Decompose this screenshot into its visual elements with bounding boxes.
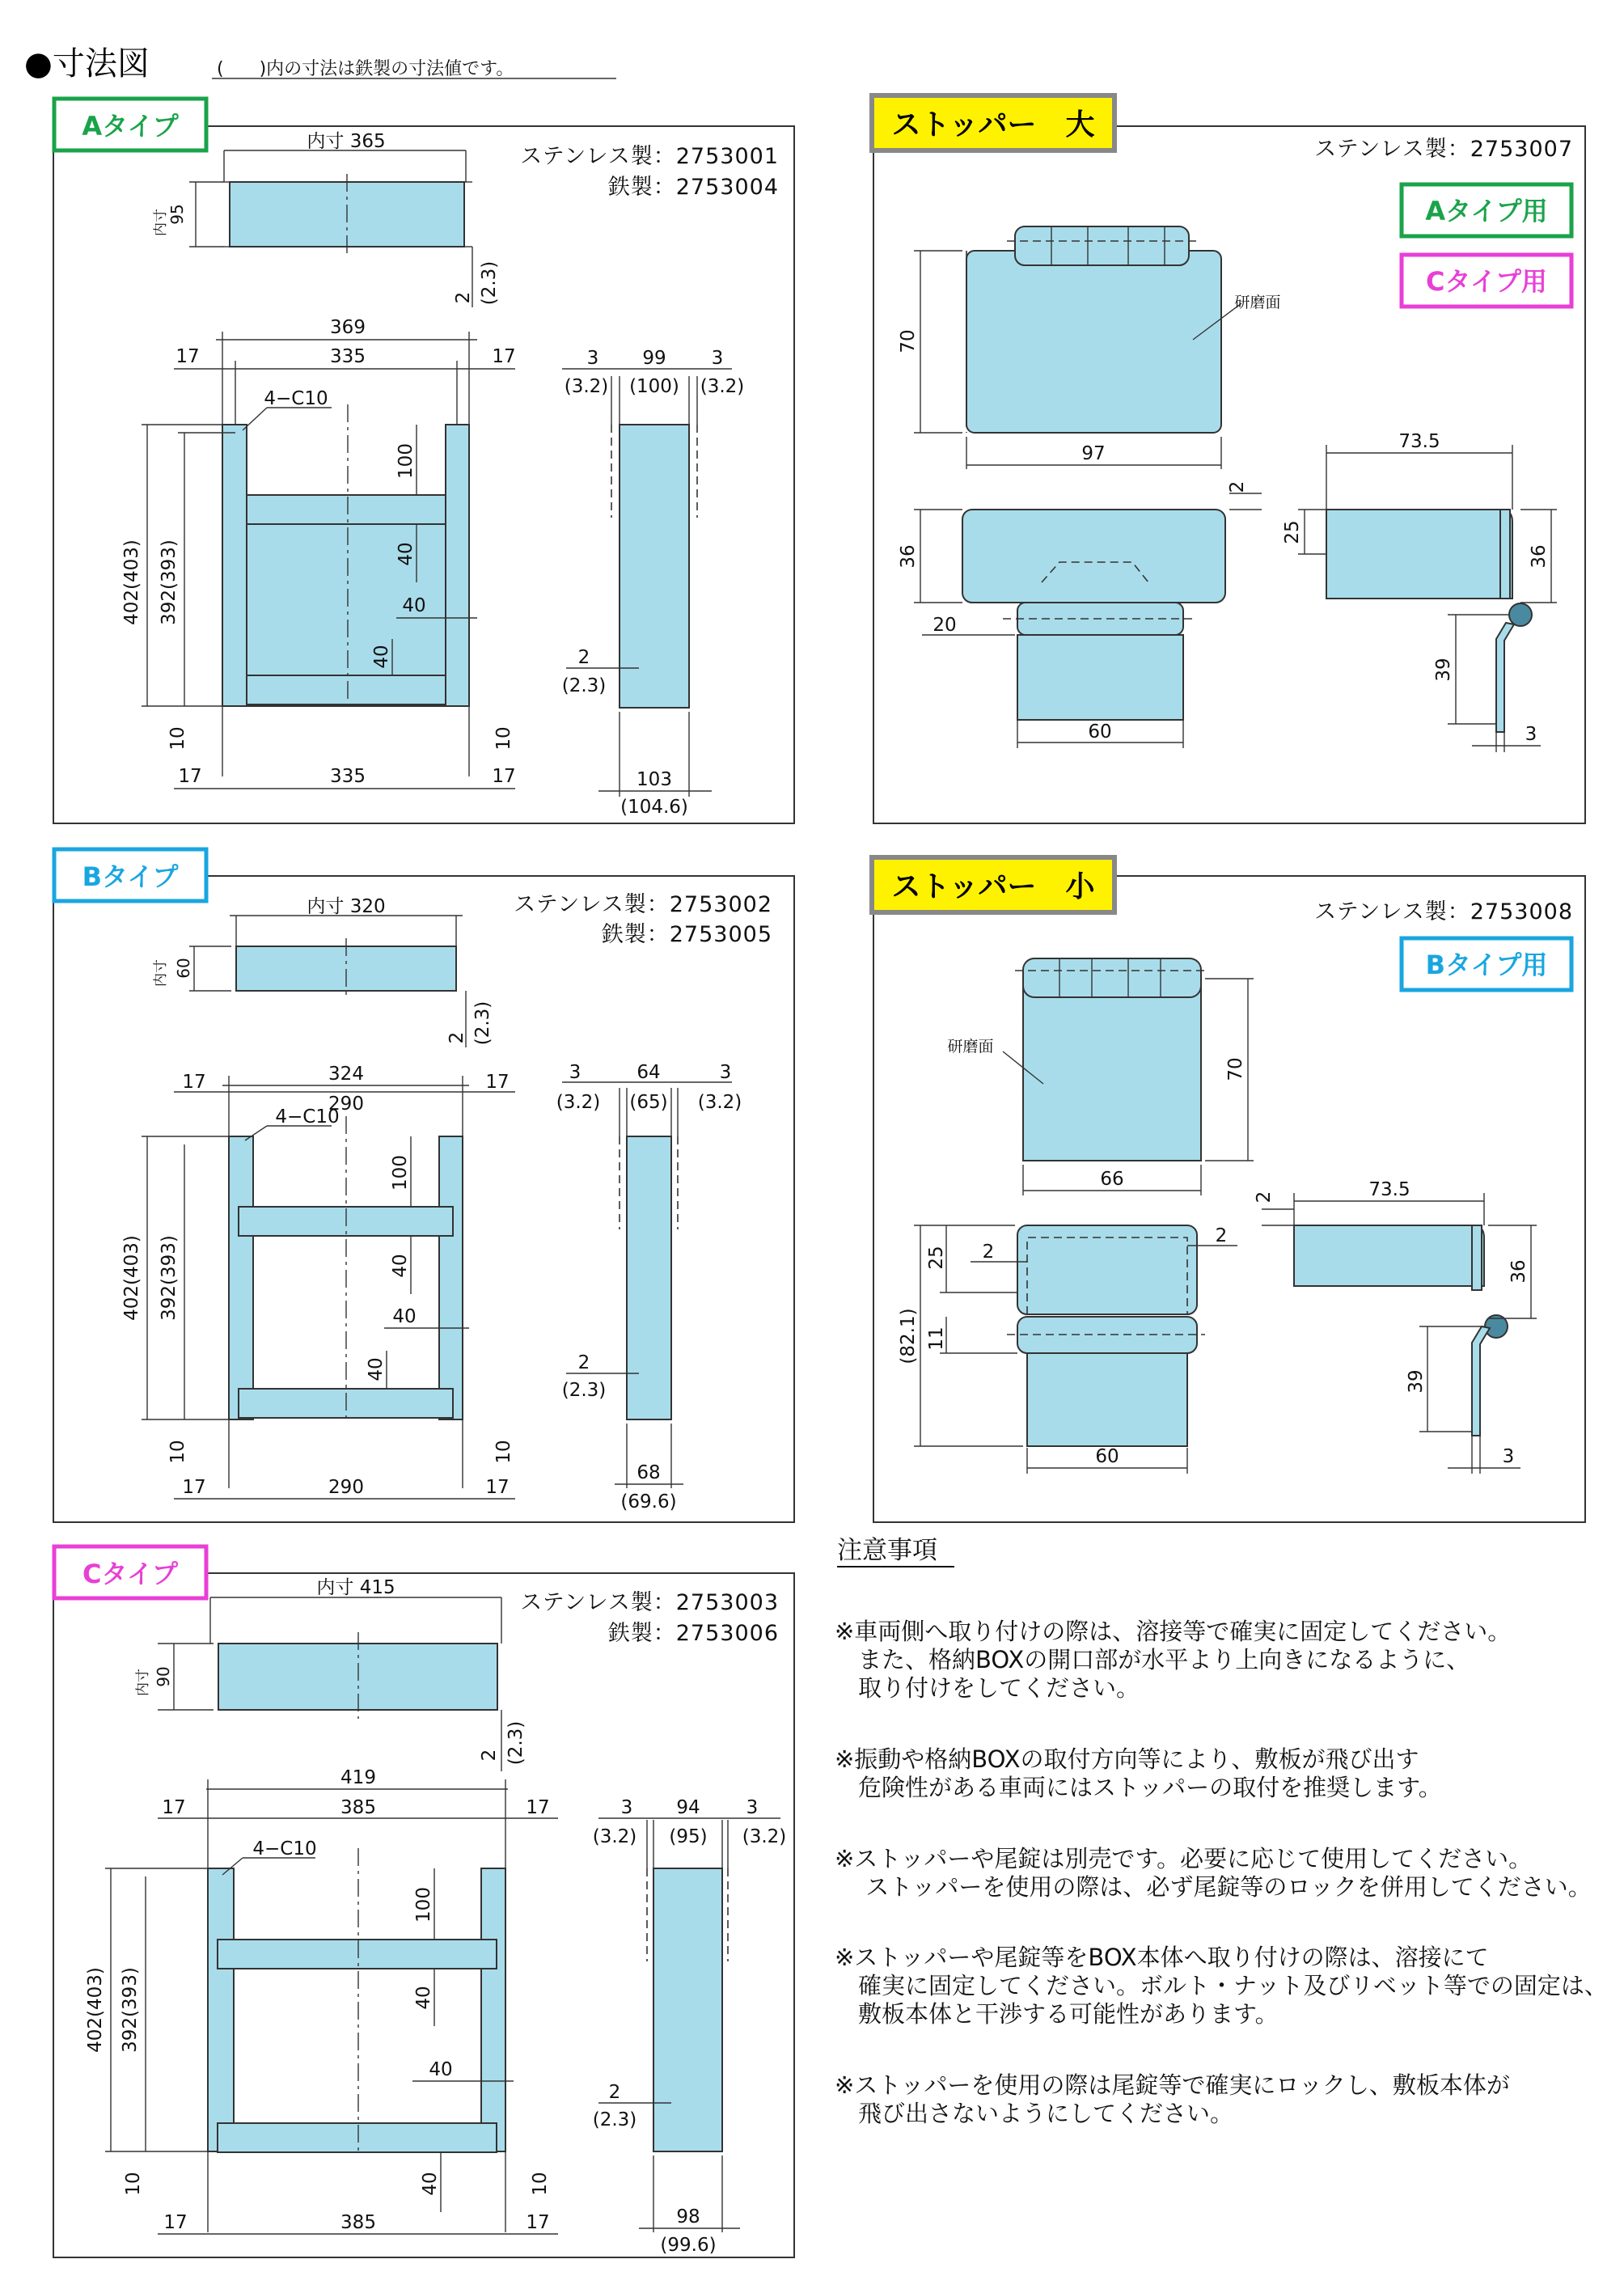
note-line: ※ストッパーや尾錠は別売です。必要に応じて使用してください。	[835, 1845, 1533, 1872]
panel-a-top-thk: 2	[453, 291, 474, 304]
stopper-large-h25: 25	[1282, 520, 1303, 544]
notes-heading: 注意事項	[837, 1536, 937, 1565]
stopper-large-h36: 36	[898, 544, 919, 569]
stopper-large-bottom-plate	[962, 510, 1225, 603]
panel-c-tag: Cタイプ	[82, 1559, 178, 1589]
panel-c-sv-t2-left: (3.2)	[592, 1826, 637, 1847]
panel-a-h-outer: 402(403)	[121, 539, 142, 625]
panel-a-w-total: 369	[330, 317, 366, 338]
panel-c-sv-thk: 2	[608, 2082, 621, 2103]
panel-b-sv-thk: 2	[577, 1352, 590, 1373]
panel-c-side-left: 17	[162, 1797, 186, 1818]
panel-a-sv-thk2: (2.3)	[561, 675, 607, 696]
stopper-small-h25: 25	[926, 1246, 947, 1270]
panel-b-h-outer: 402(403)	[121, 1235, 142, 1321]
note-line: また、格納BOXの開口部が水平より上向きになるように、	[835, 1646, 1470, 1673]
stopper-small-w66: 66	[1100, 1169, 1124, 1190]
panel-a-sv-thk: 2	[577, 647, 590, 668]
panel-b-sv-t-left: 3	[569, 1062, 582, 1083]
panel-b-sv-w2: (65)	[629, 1092, 668, 1113]
panel-c-side-bot-right: 17	[526, 2212, 550, 2233]
panel-b-top-depth: 60	[174, 958, 193, 979]
panel-a-side-bot-left: 17	[178, 766, 202, 787]
panel-b-d40b: 40	[392, 1306, 417, 1327]
stopper-large-bottom-flap	[1017, 635, 1183, 720]
panel-a-sv-w: 99	[642, 348, 666, 369]
panel-b-sv-w: 64	[636, 1062, 661, 1083]
panel-a-tag: Aタイプ	[82, 111, 179, 142]
panel-a-sv-t2-right: (3.2)	[700, 376, 745, 397]
panel-b-h-inner: 392(393)	[159, 1235, 180, 1321]
svg-text:内寸: 内寸	[135, 1669, 151, 1696]
note-line: ※振動や格納BOXの取付方向等により、敷板が飛び出す	[835, 1745, 1419, 1773]
panel-b-top-thk-steel: (2.3)	[472, 1001, 493, 1046]
panel-a-sv-t2-left: (3.2)	[564, 376, 609, 397]
stopper-small-d3: 3	[1502, 1446, 1515, 1467]
panel-a-stainless-no: ステンレス製：2753001	[520, 144, 779, 169]
panel-a-d10-left: 10	[167, 726, 188, 751]
panel-b-sv-bot2: (69.6)	[620, 1491, 677, 1512]
panel-c-steel-no: 鉄製：2753006	[607, 1621, 779, 1646]
panel-a-type	[53, 99, 794, 823]
panel-a-side-view	[620, 425, 689, 708]
note-line: 敷板本体と干渉する可能性があります。	[835, 2000, 1279, 2028]
stopper-large-t2: 2	[1227, 480, 1248, 493]
panel-c-sv-t2-right: (3.2)	[742, 1826, 787, 1847]
stopper-small-w60: 60	[1095, 1446, 1119, 1467]
note-line: 飛び出さないようにしてください。	[835, 2100, 1234, 2127]
stopper-small-h70: 70	[1225, 1057, 1246, 1081]
svg-text:内寸: 内寸	[153, 209, 169, 236]
stopper-small-hinge	[1023, 958, 1201, 997]
panel-c-h-inner: 392(393)	[120, 1967, 141, 2053]
stopper-small-w73: 73.5	[1368, 1179, 1410, 1200]
stopper-large-hinge	[1015, 226, 1189, 265]
panel-c-front-view	[208, 1868, 505, 2152]
panel-c-side-view	[653, 1868, 722, 2151]
stopper-large-for-a: Aタイプ用	[1425, 196, 1548, 226]
panel-a-sv-t-left: 3	[586, 348, 599, 369]
panel-b-sv-t2-left: (3.2)	[556, 1092, 601, 1113]
stopper-large-polished: 研磨面	[1234, 294, 1281, 311]
panel-c-sv-t-right: 3	[746, 1797, 759, 1818]
stopper-small-t2a: 2	[982, 1242, 995, 1263]
panel-b-side-bot-right: 17	[485, 1477, 510, 1498]
panel-c-sv-w: 94	[676, 1797, 700, 1818]
panel-a-h-inner: 392(393)	[159, 539, 180, 625]
stopper-large-w97: 97	[1081, 443, 1106, 464]
notes-section	[835, 1536, 1608, 2127]
panel-a-steel-no: 鉄製：2753004	[607, 175, 779, 200]
panel-c-top-depth: 90	[154, 1666, 173, 1687]
panel-c-d40a: 40	[413, 1986, 434, 2010]
stopper-large-w60: 60	[1088, 721, 1112, 742]
panel-c-d10-left: 10	[123, 2172, 144, 2196]
panel-b-side-left: 17	[182, 1072, 206, 1093]
panel-b-type	[53, 849, 794, 1522]
stopper-large-pin	[1509, 603, 1532, 626]
stopper-large-side-top	[1326, 510, 1512, 599]
panel-b-w-total: 324	[328, 1064, 364, 1085]
panel-c-side-right: 17	[526, 1797, 550, 1818]
panel-a-side-bot-right: 17	[492, 766, 516, 787]
panel-c-sv-w2: (95)	[669, 1826, 708, 1847]
panel-b-sv-bot: 68	[636, 1462, 661, 1483]
panel-c-type	[53, 1546, 794, 2257]
stopper-large-plate	[966, 251, 1221, 433]
panel-c-sv-t-left: 3	[620, 1797, 633, 1818]
panel-c-d10-right: 10	[530, 2172, 551, 2196]
panel-c-h-outer: 402(403)	[85, 1967, 106, 2053]
panel-c-top-inner-dim: 内寸 415	[316, 1577, 395, 1598]
panel-c-chamfer: 4−C10	[252, 1838, 317, 1859]
stopper-small-h11: 11	[926, 1326, 947, 1351]
panel-c-sv-bot2: (99.6)	[660, 2235, 717, 2256]
note-line: 危険性がある車両にはストッパーの取付を推奨します。	[835, 1774, 1442, 1801]
panel-a-sv-bot2: (104.6)	[620, 797, 688, 818]
note-line: ※ストッパーを使用の際は尾錠等で確実にロックし、敷板本体が	[835, 2071, 1510, 2099]
panel-c-sv-bot: 98	[676, 2206, 700, 2227]
panel-c-sv-thk2: (2.3)	[592, 2109, 637, 2130]
panel-b-chamfer: 4−C10	[275, 1106, 340, 1127]
panel-a-side-right: 17	[492, 346, 516, 367]
panel-b-sv-t-right: 3	[719, 1062, 732, 1083]
panel-a-d10-right: 10	[493, 726, 514, 751]
panel-b-d40a: 40	[390, 1254, 411, 1278]
panel-b-side-bot-left: 17	[182, 1477, 206, 1498]
panel-a-d40a: 40	[395, 542, 417, 566]
page-title: ●寸法図	[24, 45, 150, 82]
panel-stopper-small-stainless-no: ステンレス製：2753008	[1314, 899, 1573, 924]
svg-text:内寸: 内寸	[153, 959, 169, 987]
panel-a-chamfer: 4−C10	[264, 388, 328, 409]
note-line: 確実に固定してください。ボルト・ナット及びリベット等での固定は、	[835, 1972, 1608, 1999]
panel-b-stainless-no: ステンレス製：2753002	[514, 892, 772, 917]
panel-stopper-large-stainless-no: ステンレス製：2753007	[1314, 137, 1573, 162]
panel-stopper-large-tag: ストッパー 大	[891, 108, 1095, 142]
panel-b-sv-thk2: (2.3)	[561, 1380, 607, 1401]
panel-a-top-inner-dim: 内寸 365	[307, 131, 386, 152]
stopper-small-h36: 36	[1508, 1259, 1529, 1284]
panel-c-d40b: 40	[429, 2059, 453, 2080]
panel-a-d40b: 40	[402, 595, 426, 616]
panel-c-stainless-no: ステンレス製：2753003	[520, 1590, 779, 1615]
stopper-large-w73: 73.5	[1398, 431, 1440, 452]
panel-a-top-depth: 95	[167, 204, 187, 225]
note-line: ※車両側へ取り付けの際は、溶接等で確実に固定してください。	[835, 1618, 1512, 1645]
panel-a-sv-w2: (100)	[629, 376, 679, 397]
stopper-large-for-c: Cタイプ用	[1426, 266, 1547, 297]
stopper-large-h70: 70	[898, 329, 919, 353]
panel-stopper-small-tag: ストッパー 小	[891, 870, 1095, 903]
stopper-small-t2b: 2	[1215, 1225, 1228, 1246]
stopper-small-for-b: Bタイプ用	[1425, 950, 1548, 980]
panel-b-steel-no: 鉄製：2753005	[601, 922, 772, 947]
note-line: 取り付けをしてください。	[835, 1674, 1140, 1702]
panel-b-side-view	[627, 1136, 671, 1419]
panel-a-sv-t-right: 3	[711, 348, 724, 369]
panel-a-top-thk-steel: (2.3)	[479, 260, 500, 306]
panel-b-side-right: 17	[485, 1072, 510, 1093]
panel-b-tag: Bタイプ	[82, 861, 179, 892]
panel-b-d10-left: 10	[167, 1440, 188, 1464]
stopper-small-polished: 研磨面	[947, 1038, 994, 1056]
stopper-large-h36b: 36	[1529, 544, 1550, 569]
stopper-small-side-top	[1294, 1225, 1484, 1286]
panel-b-d10-right: 10	[493, 1440, 514, 1464]
panel-c-d40c: 40	[420, 2172, 441, 2196]
panel-a-side-left: 17	[176, 346, 200, 367]
panel-b-d40c: 40	[366, 1357, 387, 1381]
panel-c-top-thk-steel: (2.3)	[505, 1720, 527, 1766]
panel-a-sv-bot: 103	[636, 769, 672, 790]
panel-c-w-inner: 385	[340, 1797, 376, 1818]
panel-b-top-thk: 2	[446, 1031, 467, 1044]
stopper-small-bottom-plate	[1017, 1225, 1197, 1314]
panel-a-w-inner: 335	[330, 346, 366, 367]
stopper-small-bottom-flap	[1027, 1353, 1187, 1446]
stopper-small-plate	[1023, 979, 1201, 1161]
note-line: ストッパーを使用の際は、必ず尾錠等のロックを併用してください。	[835, 1873, 1592, 1901]
panel-b-top-inner-dim: 内寸 320	[307, 896, 386, 917]
panel-a-bot-inner: 335	[330, 766, 366, 787]
panel-c-w-total: 419	[340, 1767, 376, 1788]
stopper-small-h82: (82.1)	[898, 1308, 919, 1364]
stopper-small-t2c: 2	[1254, 1191, 1275, 1204]
panel-c-bot-inner: 385	[340, 2212, 376, 2233]
panel-a-d100: 100	[395, 443, 417, 479]
panel-c-d100: 100	[413, 1887, 434, 1923]
page-subtitle: ( )内の寸法は鉄製の寸法値です。	[217, 59, 514, 79]
stopper-large-h39: 39	[1433, 658, 1454, 682]
panel-b-bot-inner: 290	[328, 1477, 364, 1498]
panel-stopper-small	[872, 857, 1585, 1522]
note-line: ※ストッパーや尾錠等をBOX本体へ取り付けの際は、溶接にて	[835, 1944, 1489, 1971]
panel-c-side-bot-left: 17	[163, 2212, 188, 2233]
panel-stopper-large	[872, 95, 1585, 823]
panel-b-d100: 100	[390, 1155, 411, 1191]
panel-a-front-view	[222, 425, 469, 706]
panel-c-top-thk: 2	[479, 1749, 500, 1762]
stopper-small-h39: 39	[1406, 1369, 1427, 1394]
panel-a-d40c: 40	[371, 645, 392, 669]
panel-b-w-inner: 290	[328, 1094, 364, 1115]
stopper-large-d20: 20	[933, 615, 957, 636]
stopper-large-d3: 3	[1525, 724, 1537, 745]
panel-b-sv-t2-right: (3.2)	[697, 1092, 742, 1113]
